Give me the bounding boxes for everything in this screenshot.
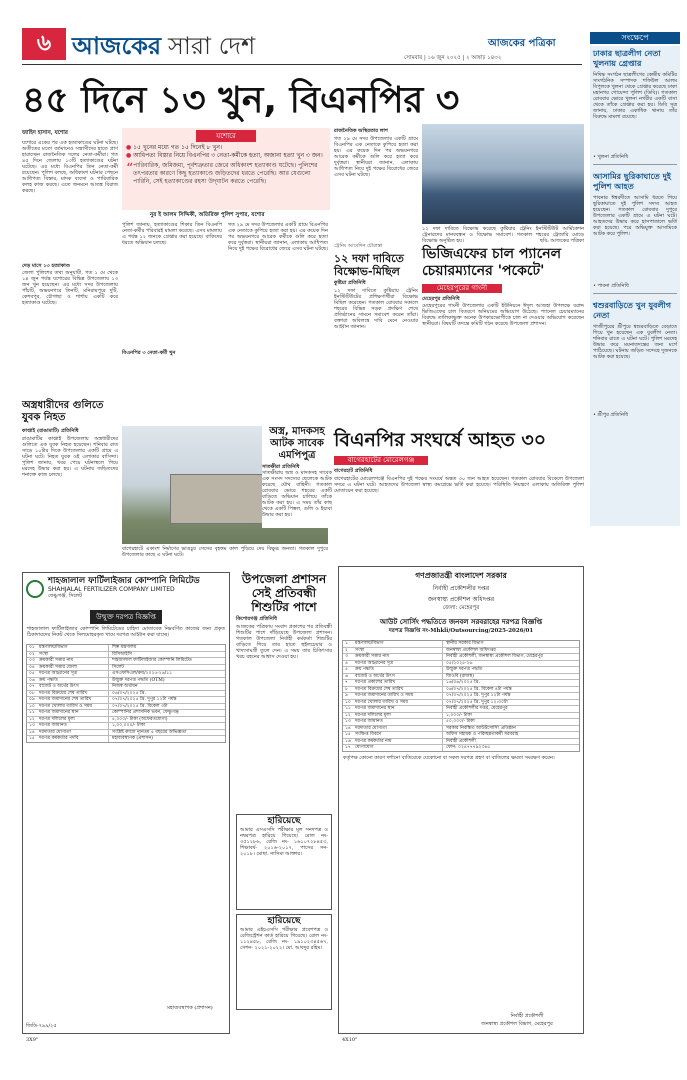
sidebar-story3-headline: শ্বশুরবাড়িতে খুন যুবলীগ নেতা: [593, 301, 671, 320]
quote-text: পারিবারিক, জমিজমা, পূর্বশত্রুতার জেরে অধিকাংশ হত্যাকাণ্ড ঘটেছে। পুলিশের তৎপরতার কারণে কিছু হত্যাকাণ্ডে জড়িতদের ধরতে পেরেছি। আর যেগুলো পারিনি, সেই হত্যাকাণ্ডের রহস্য উদ্‌ঘাটন করতে পেরেছি।: [133, 162, 318, 185]
table-row: [27, 735, 225, 742]
government-tender-ad: [338, 566, 584, 1043]
tender-intro: শাহজালাল ফার্টিলাইজার কোম্পানি লিমিটেডের চাহিদা মোতাবেক নিম্নবর্ণিত কাজের জন্য প্রকৃত ঠিকাদারদের নিকট থেকে সিলমোহরকৃত খামে দরপত্র আহ্বান করা যাচ্ছে।: [27, 626, 225, 638]
lead-body2: জেলা পুলিশের তথ্য অনুযায়ী, গত ১ মে থেকে ১৪ জুন পর্যন্ত যশোরের বিভিন্ন উপজেলায় ১৩ জন খুন হয়েছেন। এর মধ্যে সদর উপজেলায় পাঁচটি, অভয়নগরে তিনটি, মনিরামপুরে দুটি, কেশবপুর, চৌগাছা ও শার্শায় একটি করে হত্যাকাণ্ড ঘটেছে।: [22, 270, 118, 306]
row-number: ১৪: [29, 729, 35, 735]
row-number: ১৭: [345, 745, 351, 750]
tender-signer: মহাব্যবস্থাপক (প্রশাসন): [167, 1005, 213, 1011]
protest-location: কুষ্টিয়া প্রতিনিধি: [334, 280, 366, 286]
section-name: সারা দেশ: [168, 32, 256, 60]
lost-notice-body: আমার এসএসসি পরীক্ষার মূল সনদপত্র ও নম্বরপত্র হারিয়ে গিয়েছে। রোল নং- ৩৫১২৮৬, রেজি নং- ১৬১০৭২৮৪৫৩, শিক্ষাবর্ষ- ২০১৬-২০১৭, পাসের সন- ২০১৮। মোছা. নাসিমা আক্তার।: [240, 827, 328, 857]
political-subhead: রাজনৈতিক অস্থিরতার লাশ: [334, 128, 388, 134]
row-value: সংশ্লিষ্ট কাজে ন্যূনতম ৫ বছরের অভিজ্ঞতা: [112, 729, 187, 735]
row-value: উন্মুক্ত দরপত্র পদ্ধতি (OTM): [112, 677, 165, 683]
tender-ad-size: 3X9": [26, 1037, 39, 1043]
sidebar-story1-body: নিষিদ্ধ সংগঠন ছাত্রলীগের কেন্দ্রীয় কমিটির সাংগঠনিক সম্পাদক শফিউল আলম বিপুলকে খুলনা থেকে গ্রেপ্তার করেছে ঢাকা মহানগর গোয়েন্দা পুলিশ (ডিবি)। গতকাল রোববার ভোরে খুলনা নগরীর একটি বাসা থেকে তাঁকে গ্রেপ্তার করা হয়। ডিবি সূত্র জানায়, ঢাকার একাধিক থানায় তাঁর বিরুদ্ধে মামলা রয়েছে।: [593, 72, 677, 120]
row-value: ০৬/০৭/২০২৫ খ্রি. বিকেল ৪টা পর্যন্ত: [446, 686, 512, 692]
row-value: সরকার নিবন্ধিত আউটসোর্সিং প্রতিষ্ঠান: [446, 725, 516, 731]
row-label: দরপত্র কর্মকর্তার পদবি: [39, 736, 109, 742]
sidebar-divider: [593, 293, 677, 294]
row-number: ৪: [345, 660, 348, 666]
protest-kicker: ট্রেনিং আবেদিন চৌরাস্তা: [334, 243, 383, 249]
protest-body: ১২ দফা দাবিতে কুষ্টিয়ায় ট্রেনিং ইনস্টিটিউটের প্রশিক্ষণার্থীরা বিক্ষোভ মিছিল করেছেন। গতকাল রোববার সকালে শহরের বিভিন্ন সড়ক প্রদক্ষিণ শেষে প্রতিষ্ঠানের সামনে সমাবেশ করেন তাঁরা। বক্তারা অবিলম্বে দাবি মেনে নেওয়ার আহ্বান জানান।: [334, 288, 418, 330]
row-label: ক্রয়কারী সত্তার নাম: [355, 654, 443, 660]
sidebar-story3-body: গাজীপুরের শ্রীপুরে শ্বশুরবাড়িতে বেড়াতে গিয়ে খুন হয়েছেন এক যুবলীগ নেতা। শনিবার রাতে এ ঘটনা ঘটে। পুলিশ মরদেহ উদ্ধার করে ময়নাতদন্তের জন্য মর্গে পাঠিয়েছে। ঘটনায় জড়িত সন্দেহে দুজনকে আটক করা হয়েছে।: [593, 324, 677, 360]
lead-subhead: বিএনপির ৩ নেতা-কর্মী খুন: [122, 350, 176, 356]
row-number: ০৩: [29, 658, 35, 663]
row-number: ১১: [345, 706, 351, 711]
row-label: ক্রয়কারী সত্তার নাম: [39, 658, 109, 664]
gov-tender-table: [342, 640, 580, 752]
company-name-bn: শাহজালাল ফার্টিলাইজার কোম্পানি লিমিটেড: [48, 576, 200, 586]
lost-notice-2: [236, 914, 332, 1010]
row-value: নির্বাহী প্রকৌশলী: [446, 738, 476, 744]
row-label: দরদাতার যোগ্যতা: [355, 726, 443, 732]
row-value: স্থানীয় সরকার বিভাগ: [446, 641, 484, 646]
row-value: ১,০০০/- টাকা: [446, 712, 472, 718]
row-label: দরপত্র জমাদানের স্থান: [355, 706, 443, 712]
row-number: ০৬: [29, 677, 35, 683]
lead-headline: ৪৫ দিনে ১৩ খুন, বিএনপির ৩: [22, 80, 460, 121]
row-label: দরপত্র বিক্রয়ের শেষ তারিখ: [39, 691, 109, 697]
row-number: ১৩: [345, 719, 351, 724]
clash-location: বাগেরহাট প্রতিনিধি: [334, 468, 373, 474]
row-label: দরপত্র খোলার তারিখ ও সময়: [355, 700, 443, 706]
row-number: ০৮: [29, 690, 35, 696]
row-number: ১১: [29, 710, 35, 715]
row-number: ২: [345, 647, 348, 653]
sidebar-story1-credit: • খুলনা প্রতিনিধি: [593, 154, 629, 160]
highlight-panel: [122, 128, 330, 210]
protest-photo: [422, 124, 584, 224]
upazila-body: আজকের পত্রিকায় সংবাদ প্রকাশের পর প্রতিবন্ধী শিশুটির পাশে দাঁড়িয়েছে উপজেলা প্রশাসন। গতকাল উপজেলা নির্বাহী কর্মকর্তা শিশুটির বাড়িতে গিয়ে তার হাতে হুইলচেয়ার ও খাদ্যসামগ্রী তুলে দেন। এ সময় তার চিকিৎসার খরচ বহনের আশ্বাস দেওয়া হয়।: [236, 624, 332, 660]
row-value: অফিস সহায়ক ও পরিচ্ছন্নতাকর্মী সরবরাহ: [446, 732, 519, 737]
row-value: উন্মুক্ত দরপত্র পদ্ধতি: [446, 667, 483, 672]
lead-body3: গত ২৯ মে সদর উপজেলার একটি গ্রামে বিএনপির এক নেতাকে কুপিয়ে হত্যা করা হয়। এর কয়েক দিন পর অভয়নগরে আরেক কর্মীকে গুলি করে হত্যা করে দুর্বৃত্তরা। স্থানীয়রা জানান, এলাকায় আধিপত্য নিয়ে দুই পক্ষের বিরোধের জেরে এসব ঘটনা ঘটছে।: [228, 222, 328, 252]
arms-box: [262, 426, 332, 528]
sidebar-story2-credit: • পাবনা প্রতিনিধি: [593, 283, 629, 289]
row-label: সংক্ষিপ্ত বিবরণ: [355, 732, 443, 738]
gov-address: জেলা: মেহেরপুর: [442, 605, 480, 611]
row-value: জিওবি (রাজস্ব): [446, 673, 474, 679]
protest-headline: ১২ দফা দাবিতে বিক্ষোভ-মিছিল: [334, 252, 404, 278]
row-value: ১,০০,০০০/- টাকা: [112, 723, 146, 728]
row-value: ১৬/০৬/২০২৫ খ্রি.: [446, 680, 480, 685]
gov-office: নির্বাহী প্রকৌশলীর দপ্তর: [432, 585, 490, 592]
gov-notice-ref: দরপত্র বিজ্ঞপ্তি নং-Mhkli/Outsourcing/2025-2026/01: [388, 628, 534, 634]
quote-attribution: নুর ই আলম সিদ্দিকী, অতিরিক্ত পুলিশ সুপার, যশোর: [150, 212, 265, 218]
arms-headline: অস্ত্র, মাদকসহ আটক সাবেক এমপিপুত্র: [269, 426, 325, 461]
bullet-icon: ●: [126, 144, 134, 151]
row-label: দরপত্র দলিলের মূল্য: [39, 717, 109, 723]
row-label: দরপত্র জমাদানের তারিখ ও সময়: [355, 693, 443, 699]
row-label: দরপত্র আহ্বানের সূত্র: [355, 661, 443, 667]
row-label: যোগাযোগ: [355, 745, 443, 751]
company-address: ফেঞ্চুগঞ্জ, সিলেট: [48, 593, 82, 599]
row-value: ০৬/০৭/২০২৫ খ্রি.: [112, 690, 146, 696]
lead-body4: পুলিশ জানায়, হত্যাকাণ্ডের শিকার তিন বিএনপি নেতা-কর্মীর পরিবারই মামলা করেছে। এসব মামলায় এ পর্যন্ত ১২ জনকে গ্রেপ্তার করা হয়েছে। বাকিদের ধরতে অভিযান চলছে।: [122, 222, 222, 246]
row-value: নিজস্ব অর্থায়ন: [112, 684, 138, 689]
row-value: ০৭/০৭/২০২৫ খ্রি. বিকেল ৩টা: [112, 703, 168, 709]
youth-body: রাঙামাটির কাপ্তাই উপজেলায় অস্ত্রধারীদের গুলিতে এক যুবক নিহত হয়েছেন। শনিবার রাত সাড়ে ১০টার দিকে উপজেলার একটি গ্রামে এ ঘটনা ঘটে। নিহত যুবক ওই এলাকার বাসিন্দা। পুলিশ জানায়, খবর পেয়ে ঘটনাস্থলে গিয়ে মরদেহ উদ্ধার করা হয়। এ ঘটনায় জড়িতদের শনাক্তে কাজ চলছে।: [22, 436, 118, 478]
row-number: ৩: [345, 654, 348, 659]
sidebar: [590, 46, 680, 526]
vgf-kicker: মেহেরপুরের গাংনী: [422, 284, 502, 293]
lost-notice-body: আমার এইচএসসি পরীক্ষার প্রবেশপত্র ও রেজিস্ট্রেশন কার্ড হারিয়ে গিয়েছে। রোল নং- ১১২৪৫৮, রেজি নং- ১৯১০২৩৪৫৬৭, সেশন- ২০২১-২০২২। মো. আবদুর রহিম।: [240, 927, 328, 951]
row-number: ৭: [345, 680, 348, 685]
row-value: শিল্প মন্ত্রণালয়: [112, 645, 137, 650]
company-logo-icon: [26, 580, 44, 598]
row-label: ক্রয়কারী সত্তার জেলা: [39, 665, 109, 671]
youth-location: কাপ্তাই (রাঙামাটি) প্রতিনিধি: [22, 428, 79, 434]
row-number: ০৭: [29, 684, 35, 689]
tender-title: উন্মুক্ত দরপত্র বিজ্ঞপ্তি: [90, 610, 162, 624]
political-body: গত ২৯ মে সদর উপজেলার একটি গ্রামে বিএনপির এক নেতাকে কুপিয়ে হত্যা করা হয়। এর কয়েক দিন পর অভয়নগরে আরেক কর্মীকে গুলি করে হত্যা করে দুর্বৃত্তরা। স্থানীয়রা জানান, এলাকায় আধিপত্য নিয়ে দুই পক্ষের বিরোধের জেরে এসব ঘটনা ঘটছে।: [334, 136, 418, 178]
panel-title: যশোরে: [196, 130, 256, 142]
clash-kicker: বাগেরহাটের মোরেলগঞ্জ: [334, 456, 428, 465]
row-label: মন্ত্রণালয়/বিভাগ: [39, 645, 109, 651]
panel-bullet-text: আধিপত্য বিস্তার নিয়ে বিএনপির ৩ নেতা-কর্মীকে হত্যা, অজানা হত্যা খুন ৩ জন।: [133, 152, 323, 159]
bus-caption: বাগেরহাটে একাংশ নির্মাণের ভাঙচুর সেসের বৃহত্তম কাল পুড়িয়ে দেয় বিক্ষুব্ধ জনতা। গতকাল দুপুরে উপজেলার কাছে এ ঘটনা ঘটে।: [122, 546, 328, 558]
row-value: বিসিআইসি: [112, 651, 132, 657]
row-number: ০২: [29, 651, 35, 657]
sidebar-divider: [593, 164, 677, 165]
row-label: দরপত্র প্রকাশের তারিখ: [355, 680, 443, 686]
row-value: এসএফসিএল/ক্রয়/২০২৫-২৬/১১: [112, 671, 173, 676]
bullet-icon: ●: [126, 152, 134, 159]
protest-caption: ১২ দফা দাবিতে বিক্ষোভ করেছে কুষ্টিয়ার ট্রেনিং ইনস্টিটিউট আর্মিকেশন ট্রেনারদের মানববন্ধন ও বিক্ষোভ সমাবেশ। গতকাল শহরের ট্রেজারি মোড়ে বিক্ষোভ অনুষ্ঠিত হয়।: [422, 226, 584, 244]
row-number: ১০: [29, 703, 35, 709]
tender-table: [26, 644, 226, 743]
upazila-location: কিশোরগঞ্জ প্রতিনিধি: [236, 616, 277, 622]
row-number: ১: [345, 641, 348, 646]
row-number: ০৯: [29, 697, 35, 702]
row-label: ক্রয় পদ্ধতি: [355, 667, 443, 673]
gov-signer-office: জনস্বাস্থ্য প্রকৌশল বিভাগ, মেহেরপুর: [481, 1021, 553, 1027]
fertilizer-tender-ad: [22, 572, 230, 1043]
panel-bullet-text: ১৫ খুনের মধ্যে গত ১৫ দিনেই ৮ খুন।: [133, 144, 223, 151]
panel-bullet: [122, 152, 330, 160]
arms-body: সাতক্ষীরায় অস্ত্র ও মাদকসহ সাবেক এক সংসদ সদস্যের ছেলেকে আটক করেছে যৌথ বাহিনী। গতকাল রোববার ভোরে শহরের একটি বাড়িতে অভিযান চালিয়ে তাঁকে আটক করা হয়। এ সময় তাঁর কাছ থেকে একটি পিস্তল, গুলি ও ইয়াবা উদ্ধার করা হয়।: [262, 470, 332, 518]
row-value: কোম্পানির প্রশাসনিক ভবন, ফেঞ্চুগঞ্জ: [112, 710, 179, 715]
gov-notice-title: আউট সোর্সিং পদ্ধতিতে জনবল সরবরাহের দরপত্র বিজ্ঞপ্তি: [379, 618, 543, 626]
gov-ad-size: 4X10": [342, 1037, 358, 1043]
row-value: ফোন: ০২৪৭৭৭৯২৩৪৫: [446, 745, 491, 750]
row-number: ১৩: [29, 723, 35, 728]
row-number: ৬: [345, 673, 348, 679]
gov-footnote: কর্তৃপক্ষ কোনো কারণ দর্শানো ব্যতিরেকে যেকোনো বা সকল দরপত্র গ্রহণ বা বাতিলের ক্ষমতা সংরক্ষণ করেন।: [343, 754, 555, 761]
row-value: ০৭/০৭/২০২৫ খ্রি. দুপুর ১২:৩০টা: [446, 699, 508, 705]
vgf-headline: ভিজিএফের চাল প্যানেল চেয়ারম্যানের 'পকেটে': [422, 246, 562, 279]
row-number: ১২: [29, 716, 35, 722]
row-number: ৫: [345, 667, 348, 672]
sidebar-story3-credit: • শ্রীপুর প্রতিনিধি: [593, 412, 629, 418]
row-value: নির্বাহী প্রকৌশলী, জনস্বাস্থ্য প্রকৌশল বিভাগ, মেহেরপুর: [446, 654, 543, 659]
row-number: ১৫: [345, 732, 351, 737]
row-number: ০৪: [29, 664, 35, 670]
row-label: দরপত্র জামানত: [39, 723, 109, 729]
page-number: ৬: [22, 28, 66, 60]
row-value: ০৭/০৭/২০২৫ খ্রি. দুপুর ১২টা পর্যন্ত: [112, 697, 177, 702]
row-value: ০৭/০৭/২০২৫ খ্রি. দুপুর ১২টা পর্যন্ত: [446, 693, 511, 698]
row-number: ০৫: [29, 671, 35, 676]
row-number: ৮: [345, 686, 348, 692]
row-label: ক্রয় পদ্ধতি: [39, 678, 109, 684]
clash-body: বাগেরহাটের মোরেলগঞ্জে বিএনপির দুই পক্ষের সংঘর্ষে অন্তত ৩০ জন আহত হয়েছেন। গতকাল রোববার বিকেলে উপজেলা সদরে এ ঘটনা ঘটে। আহতদের উপজেলা স্বাস্থ্য কমপ্লেক্সে ভর্তি করা হয়েছে। পরিস্থিতি নিয়ন্ত্রণে এলাকায় অতিরিক্ত পুলিশ মোতায়েন করা হয়েছে।: [334, 476, 584, 494]
lost-notice-title: হারিয়েছে: [267, 916, 301, 926]
row-label: দরপত্র জামানত: [355, 719, 443, 725]
company-name-en: SHAHJALAL FERTILIZER COMPANY LIMITED: [48, 586, 175, 593]
lead-byline: জাহিদ হাসান, যশোর: [22, 130, 68, 136]
row-value: ৫০,০০০/- টাকা: [446, 719, 475, 724]
row-value: শাহজালাল ফার্টিলাইজার কোম্পানি লিমিটেড: [112, 658, 192, 663]
row-label: দরপত্র দলিলের মূল্য: [355, 713, 443, 719]
row-label: বাজেট ও অর্থের উৎস: [355, 674, 443, 680]
lead-body: যশোরে একের পর এক হত্যাকাণ্ডের ঘটনা ঘটছে। অতীতের মতো বর্তমানেও সন্ত্রাসীদের হাতে প্রাণ হারাচ্ছেন রাজনৈতিক দলের নেতা-কর্মীরা। গত ৪৫ দিনে জেলায় ১৩টি হত্যাকাণ্ডের ঘটনা ঘটেছে। এর মধ্যে বিএনপির তিন নেতা-কর্মী রয়েছেন। পুলিশ বলছে, অধিকাংশ ঘটনার পেছনে আধিপত্য বিস্তার, মাদক ব্যবসা ও পারিবারিক কলহ কাজ করছে। এতে জনমনে আতঙ্ক বিরাজ করছে।: [22, 140, 118, 194]
sidebar-story2-headline: আসামির ছুরিকাঘাতে দুই পুলিশ আহত: [593, 172, 671, 191]
row-number: ৯: [345, 693, 348, 698]
row-label: সংস্থা: [355, 648, 443, 654]
masthead-divider: [22, 64, 582, 65]
upazila-headline: উপজেলা প্রশাসন সেই প্রতিবন্ধী শিশুটির পাশে: [241, 572, 327, 614]
row-label: দরপত্র জমাদানের শেষ তারিখ: [39, 697, 109, 703]
arms-location: সাতক্ষীরা প্রতিনিধি: [262, 464, 300, 470]
row-value: মহাব্যবস্থাপক (প্রশাসন): [112, 736, 153, 741]
vgf-body: মেহেরপুরের গাংনী উপজেলার একটি ইউনিয়নে ঈদুল আজহা উপলক্ষে বরাদ্দ ভিজিএফের চাল বিতরণে অনিয়মের অভিযোগ উঠেছে। প্যানেল চেয়ারম্যানের বিরুদ্ধে তালিকাভুক্ত অনেক উপকারভোগীকে চাল না দেওয়ার অভিযোগ করেছেন স্থানীয়রা। বিষয়টি তদন্তে কমিটি গঠন করেছে উপজেলা প্রশাসন।: [422, 303, 584, 327]
lead-crosshead: দেড় মাসে ১৩ হত্যাকাণ্ড: [22, 263, 70, 269]
row-label: দরপত্র খোলার তারিখ ও সময়: [39, 704, 109, 710]
table-row: [343, 744, 579, 751]
row-label: দরদাতার যোগ্যতা: [39, 730, 109, 736]
row-number: ১৬: [345, 738, 351, 744]
lost-notice-title: হারিয়েছে: [267, 816, 301, 826]
gov-dept: জনস্বাস্থ্য প্রকৌশল অধিদপ্তর: [427, 596, 495, 603]
row-value: ০৫/২০২৫-২৬: [446, 660, 473, 666]
quote-block: [122, 160, 330, 188]
section-brand: আজকের: [72, 32, 162, 60]
row-value: নির্বাহী প্রকৌশলীর দপ্তর, মেহেরপুর: [446, 706, 508, 711]
gov-signer: নির্বাহী প্রকৌশলী: [510, 1013, 544, 1019]
row-number: ১৫: [29, 736, 35, 741]
vgf-location: মেহেরপুর প্রতিনিধি: [422, 296, 460, 302]
gov-title: গণপ্রজাতন্ত্রী বাংলাদেশ সরকার: [415, 571, 507, 580]
row-value: সিলেট: [112, 664, 124, 670]
protest-credit: ছবি: আজকের পত্রিকা: [539, 238, 584, 244]
panel-bullet: [122, 144, 330, 152]
row-label: সংস্থা: [39, 652, 109, 658]
tender-footer-code: জিডি-৭৯৯/২৫: [26, 1023, 57, 1029]
quote-icon: “: [126, 161, 134, 177]
youth-headline: অস্ত্রধারীদের গুলিতে যুবক নিহত: [22, 400, 104, 423]
row-label: দরপত্র আহ্বানের সূত্র: [39, 671, 109, 677]
row-value: ৫,০০০/- টাকা (অফেরতযোগ্য): [112, 716, 168, 722]
sidebar-story2-body: পাবনার ঈশ্বরদীতে আসামি ধরতে গিয়ে ছুরিকাঘাতে দুই পুলিশ সদস্য আহত হয়েছেন। গতকাল রোববার দুপুরে উপজেলার একটি গ্রামে এ ঘটনা ঘটে। আহতদের উদ্ধার করে হাসপাতালে ভর্তি করা হয়েছে। পরে অভিযুক্ত আসামিকে আটক করে পুলিশ।: [593, 195, 677, 237]
lost-notice-1: [236, 814, 332, 910]
row-label: দরপত্র বিক্রয়ের শেষ তারিখ: [355, 687, 443, 693]
row-label: দরপত্র কর্মকর্তার নাম: [355, 739, 443, 745]
sidebar-story1-headline: ঢাকার ছাত্রলীগ নেতা খুলনায় গ্রেপ্তার: [593, 49, 661, 68]
row-value: জনস্বাস্থ্য প্রকৌশল অধিদপ্তর: [446, 647, 496, 653]
row-label: দরপত্র জমাদানের স্থান: [39, 710, 109, 716]
date-line: সোমবার | ১৬ জুন ২০২৫ | ২ আষাঢ় ১৪৩২: [404, 55, 502, 61]
row-number: ০১: [29, 645, 35, 650]
row-label: বাজেট ও অর্থের উৎস: [39, 684, 109, 690]
sidebar-heading: সংক্ষেপে: [590, 32, 680, 44]
clash-headline: বিএনপির সংঘর্ষে আহত ৩০: [334, 429, 547, 451]
row-number: ১৪: [345, 725, 351, 731]
row-label: মন্ত্রণালয়/বিভাগ: [355, 641, 443, 647]
row-number: ১০: [345, 699, 351, 705]
paper-name: আজকের পত্রিকা: [488, 38, 556, 49]
row-number: ১২: [345, 712, 351, 718]
